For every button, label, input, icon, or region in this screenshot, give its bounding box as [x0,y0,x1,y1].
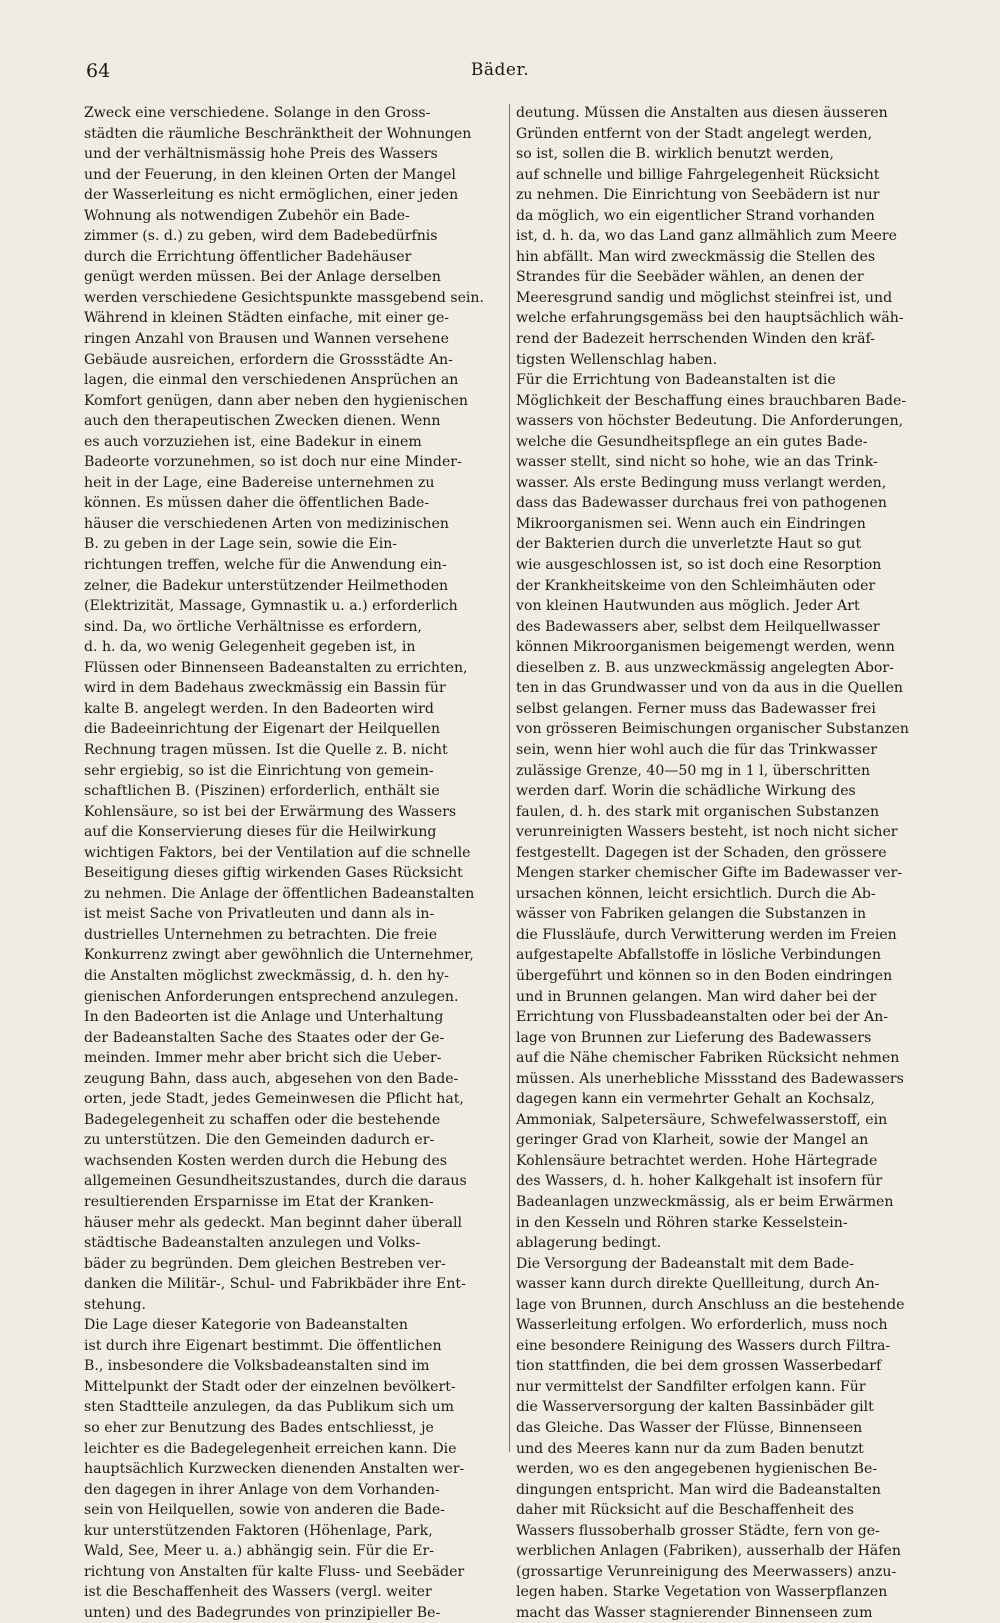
right-column-line: der Krankheitskeime von den Schleimhäuten oder [516,577,876,594]
left-column-line: ringen Anzahl von Brausen und Wannen versehene [84,331,449,348]
left-column-line: Wohnung als notwendigen Zubehör ein Bade- [84,207,410,224]
left-column-line: hauptsächlich Kurzwecken dienenden Anstalten wer- [84,1461,465,1478]
left-column-line: zeugung Bahn, dass auch, abgesehen von den Bade- [84,1070,459,1087]
right-column-line: Mikroorganismen sei. Wenn auch ein Eindringen [516,515,866,532]
right-column-line: zulässige Grenze, 40—50 mg in 1 l, überschritten [516,762,871,779]
right-column-line: des Wassers, d. h. hoher Kalkgehalt ist insofern für [516,1173,883,1190]
right-column-line: macht das Wasser stagnierender Binnenseen zum [516,1604,873,1621]
right-column-line: hin abfällt. Man wird zweckmässig die Stellen des [516,248,876,265]
left-column-line: den dagegen in ihrer Anlage von dem Vorhanden- [84,1481,440,1498]
left-column-line: ist durch ihre Eigenart bestimmt. Die öffentlichen [84,1337,442,1354]
right-column-line: ist, d. h. da, wo das Land ganz allmählich zum Meere [516,228,897,245]
right-column-line: Gründen entfernt von der Stadt angelegt werden, [516,125,873,142]
left-column-line: leichter es die Badegelegenheit erreichen kann. Die [84,1440,457,1457]
right-column-line: dass das Badewasser durchaus frei von pathogenen [516,495,887,512]
left-column-line: wird in dem Badehaus zweckmässig ein Bassin für [84,680,446,697]
left-column-line: können. Es müssen daher die öffentlichen Bade- [84,495,430,512]
left-column-line: werden verschiedene Gesichtspunkte massgebend sein. [84,289,484,306]
left-column-line: schaftlichen B. (Piszinen) erforderlich, enthält sie [84,783,440,800]
left-column-line: es auch vorzuziehen ist, eine Badekur in einem [84,433,422,450]
left-column-line: Rechnung tragen müssen. Ist die Quelle z. B. nicht [84,741,448,758]
right-column-line: faulen, d. h. des stark mit organischen Substanzen [516,803,880,820]
right-column-line: Strandes für die Seebäder wählen, an denen der [516,269,864,286]
right-column-line: tigsten Wellenschlag haben. [516,351,718,368]
right-column-line: Meeresgrund sandig und möglichst steinfrei ist, und [516,289,893,306]
left-column-line: stehung. [84,1296,146,1313]
left-column-line: Gebäude ausreichen, erfordern die Grossstädte An- [84,351,453,368]
right-column-line: so ist, sollen die B. wirklich benutzt werden, [516,146,834,163]
right-column-line: Wassers flussoberhalb grosser Städte, fern von ge- [516,1522,880,1539]
right-column-line: und des Meeres kann nur da zum Baden benutzt [516,1440,864,1457]
left-column-line: die Badeeinrichtung der Eigenart der Heilquellen [84,721,441,738]
left-column-line: Konkurrenz zwingt aber gewöhnlich die Unternehmer, [84,947,474,964]
right-column-line: lage von Brunnen, durch Anschluss an die bestehende [516,1296,905,1313]
left-column-line: Wald, See, Meer u. a.) abhängig sein. Für die Er- [84,1543,435,1560]
left-column-line: durch die Errichtung öffentlicher Badehäuser [84,248,412,265]
left-column-line: und der verhältnismässig hohe Preis des Wassers [84,146,438,163]
left-column-line: städtische Badeanstalten anzulegen und Volks- [84,1235,421,1252]
page-number: 64 [86,60,111,82]
right-column-line: da möglich, wo ein eigentlicher Strand vorhanden [516,207,875,224]
left-column-line: unten) und des Badegrundes von prinzipieller Be- [84,1604,441,1621]
left-column-line: zu nehmen. Die Anlage der öffentlichen Badeanstalten [84,885,475,902]
left-column-line: sehr ergiebig, so ist die Einrichtung von gemein- [84,762,434,779]
right-column-line: wasser kann durch direkte Quellleitung, durch An- [516,1276,880,1293]
left-column-line: Flüssen oder Binnenseen Badeanstalten zu errichten, [84,659,468,676]
left-column-line: genügt werden müssen. Bei der Anlage derselben [84,269,441,286]
right-column-line: aufgestapelte Abfallstoffe in lösliche Verbindungen [516,947,882,964]
right-column-line: übergeführt und können so in den Boden eindringen [516,967,893,984]
right-column-line: welche die Gesundheitspflege an ein gutes Bade- [516,433,868,450]
right-column-line: auf schnelle und billige Fahrgelegenheit Rücksicht [516,166,880,183]
right-column-line: nur vermittelst der Sandfilter erfolgen kann. Für [516,1378,866,1395]
left-column-line: Mittelpunkt der Stadt oder der einzelnen bevölkert- [84,1378,456,1395]
left-column-line: sein von Heilquellen, sowie von anderen die Bade- [84,1502,445,1519]
left-column-line: ist meist Sache von Privatleuten und dann als in- [84,906,435,923]
left-column-line: Die Lage dieser Kategorie von Badeanstalten [84,1317,408,1334]
right-column-line: Die Versorgung der Badeanstalt mit dem Bade- [516,1255,854,1272]
right-column-line: Mengen starker chemischer Gifte im Badewasser ver- [516,865,903,882]
right-column-line: auf die Nähe chemischer Fabriken Rücksicht nehmen [516,1050,900,1067]
right-column-line: müssen. Als unerhebliche Missstand des Badewassers [516,1070,904,1087]
right-column-line: rend der Badezeit herrschenden Winden den kräf- [516,331,876,348]
left-column-line: richtungen treffen, welche für die Anwendung ein- [84,557,447,574]
right-column-line: ten in das Grundwasser und von da aus in die Quellen [516,680,904,697]
right-column-line: werden darf. Worin die schädliche Wirkung des [516,783,856,800]
left-column-line: zu unterstützen. Die den Gemeinden dadurch er- [84,1132,435,1149]
right-column-line: die Wasserversorgung der kalten Bassinbäder gilt [516,1399,874,1416]
left-column-line: sind. Da, wo örtliche Verhältnisse es erfordern, [84,618,422,635]
left-column-line: kalte B. angelegt werden. In den Badeorten wird [84,700,434,717]
right-column-line: sein, wenn hier wohl auch die für das Trinkwasser [516,741,878,758]
right-column-line: Ammoniak, Salpetersäure, Schwefelwasserstoff, ein [516,1111,888,1128]
left-column-line: Kohlensäure, so ist bei der Erwärmung des Wassers [84,803,457,820]
right-column-line: geringer Grad von Klarheit, sowie der Mangel an [516,1132,869,1149]
left-column-line: gienischen Anforderungen entsprechend anzulegen. [84,988,459,1005]
right-column-line: können Mikroorganismen beigemengt werden, wenn [516,639,895,656]
right-column-line: ablagerung bedingt. [516,1235,662,1252]
left-column-line: wachsenden Kosten werden durch die Hebung des [84,1152,448,1169]
right-column-line: daher mit Rücksicht auf die Beschaffenheit des [516,1502,854,1519]
right-column-line: von kleinen Hautwunden aus möglich. Jeder Art [516,598,860,615]
right-column-line: deutung. Müssen die Anstalten aus diesen äusseren [516,105,888,121]
left-column-line: bäder zu begründen. Dem gleichen Bestreben ver- [84,1255,446,1272]
right-column-line: dingungen entspricht. Man wird die Badeanstalten [516,1481,881,1498]
left-column-line: auf die Konservierung dieses für die Heilwirkung [84,824,437,841]
right-column-line: wässer von Fabriken gelangen die Substanzen in [516,906,867,923]
left-column-line: Komfort genügen, dann aber neben den hygienischen [84,392,468,409]
right-column-line: zu nehmen. Die Einrichtung von Seebädern ist nur [516,187,880,204]
left-column-line: zimmer (s. d.) zu geben, wird dem Badebedürfnis [84,228,438,245]
left-column-line: In den Badeorten ist die Anlage und Unterhaltung [84,1009,444,1026]
left-column-line: wichtigen Faktors, bei der Ventilation auf die schnelle [84,844,471,861]
right-column-line: Badeanlagen unzweckmässig, als er beim Erwärmen [516,1193,894,1210]
right-column-line: welche erfahrungsgemäss bei den hauptsächlich wäh- [516,310,904,327]
left-column-line: d. h. da, wo wenig Gelegenheit gegeben ist, in [84,639,416,656]
left-column-line: heit in der Lage, eine Badereise unternehmen zu [84,474,435,491]
left-column-line: Zweck eine verschiedene. Solange in den Gross- [84,105,431,121]
left-column-line: B. zu geben in der Lage sein, sowie die Ein- [84,536,398,553]
right-column-line: des Badewassers aber, selbst dem Heilquellwasser [516,618,880,635]
right-column-line: Wasserleitung erfolgen. Wo erforderlich, muss noch [516,1317,888,1334]
left-column [84,103,504,1623]
right-column-line: werblichen Anlagen (Fabriken), ausserhalb der Häfen [516,1543,901,1560]
right-column-line: Für die Errichtung von Badeanstalten ist die [516,372,836,389]
right-column-line: (grossartige Verunreinigung des Meerwassers) anzu- [516,1563,897,1580]
right-column-line: festgestellt. Dagegen ist der Schaden, den grössere [516,844,887,861]
right-column-line: in den Kesseln und Röhren starke Kesselstein- [516,1214,848,1231]
left-column-line: ist die Beschaffenheit des Wassers (vergl. weiter [84,1584,432,1601]
right-column-line: eine besondere Reinigung des Wassers durch Filtra- [516,1337,891,1354]
left-column-line: B., insbesondere die Volksbadeanstalten sind im [84,1358,430,1375]
right-column-line: verunreinigten Wassers besteht, ist noch nicht sicher [516,824,898,841]
left-column-line: städten die räumliche Beschränktheit der Wohnungen [84,125,472,142]
left-column-line: dustrielles Unternehmen zu betrachten. Die freie [84,926,438,943]
right-column-line: wasser stellt, sind nicht so hohe, wie an das Trink- [516,454,878,471]
right-column-line: Möglichkeit der Beschaffung eines brauchbaren Bade- [516,392,907,409]
right-column [516,103,940,1623]
right-column-line: selbst gelangen. Ferner muss das Badewasser frei [516,700,876,717]
left-column-line: häuser die verschiedenen Arten von medizinischen [84,515,449,532]
left-column-line: (Elektrizität, Massage, Gymnastik u. a.) erforderlich [84,598,458,615]
right-column-line: wassers von höchster Bedeutung. Die Anforderungen, [516,413,904,430]
running-title: Bäder. [470,60,530,80]
left-column-line: Während in kleinen Städten einfache, mit einer ge- [84,310,450,327]
right-column-line: ursachen können, leicht ersichtlich. Durch die Ab- [516,885,876,902]
right-column-line: werden, wo es den angegebenen hygienischen Be- [516,1461,878,1478]
right-column-line: der Bakterien durch die unverletzte Haut so gut [516,536,862,553]
left-column-line: so eher zur Benutzung des Bades entschliesst, je [84,1420,434,1436]
left-column-line: Badeorte vorzunehmen, so ist doch nur eine Minder- [84,454,462,471]
right-column-line: dagegen kann ein vermehrter Gehalt an Kochsalz, [516,1091,875,1108]
left-column-line: kur unterstützenden Faktoren (Höhenlage, Park, [84,1522,433,1539]
right-column-line: legen haben. Starke Vegetation von Wasserpflanzen [516,1584,888,1601]
left-column-line: die Anstalten möglichst zweckmässig, d. h. den hy- [84,967,449,984]
left-column-line: danken die Militär-, Schul- und Fabrikbäder ihre Ent- [84,1276,466,1293]
right-column-line: wie ausgeschlossen ist, so ist doch eine Resorption [516,557,882,574]
left-column-line: Badegelegenheit zu schaffen oder die bestehende [84,1111,441,1128]
left-column-line: lagen, die einmal den verschiedenen Ansprüchen an [84,372,459,389]
right-column-line: Errichtung von Flussbadeanstalten oder bei der An- [516,1009,889,1026]
right-column-line: dieselben z. B. aus unzweckmässig angelegten Abor- [516,659,894,676]
right-column-line: lage von Brunnen zur Lieferung des Badewassers [516,1029,872,1046]
right-column-line: von grösseren Beimischungen organischer Substanzen [516,721,910,738]
left-column-line: und der Feuerung, in den kleinen Orten der Mangel [84,166,456,183]
left-column-line: resultierenden Ersparnisse im Etat der Kranken- [84,1193,434,1210]
left-column-line: auch den therapeutischen Zwecken dienen. Wenn [84,413,441,430]
right-column-line: das Gleiche. Das Wasser der Flüsse, Binnenseen [516,1420,863,1436]
right-column-line: tion stattfinden, die bei dem grossen Wasserbedarf [516,1358,882,1375]
left-column-line: der Badeanstalten Sache des Staates oder der Ge- [84,1029,445,1046]
left-column-line: häuser mehr als gedeckt. Man beginnt daher überall [84,1214,462,1231]
right-column-line: wasser. Als erste Bedingung muss verlangt werden, [516,474,887,491]
left-column-line: allgemeinen Gesundheitszustandes, durch die daraus [84,1173,467,1190]
left-column-line: der Wasserleitung es nicht ermöglichen, einer jeden [84,187,459,204]
left-column-line: Beseitigung dieses giftig wirkenden Gases Rücksicht [84,865,463,882]
left-column-line: meinden. Immer mehr aber bricht sich die Ueber- [84,1050,442,1067]
column-divider [509,104,510,1452]
left-column-line: orten, jede Stadt, jedes Gemeinwesen die Pflicht hat, [84,1091,464,1108]
left-column-line: richtung von Anstalten für kalte Fluss- und Seebäder [84,1563,465,1580]
left-column-line: sten Stadtteile anzulegen, da das Publikum sich um [84,1399,455,1416]
right-column-line: Kohlensäure betrachtet werden. Hohe Härtegrade [516,1152,878,1169]
left-column-line: zelner, die Badekur unterstützender Heilmethoden [84,577,449,594]
right-column-line: die Flussläufe, durch Verwitterung werden im Freien [516,926,897,943]
right-column-line: und in Brunnen gelangen. Man wird daher bei der [516,988,877,1005]
